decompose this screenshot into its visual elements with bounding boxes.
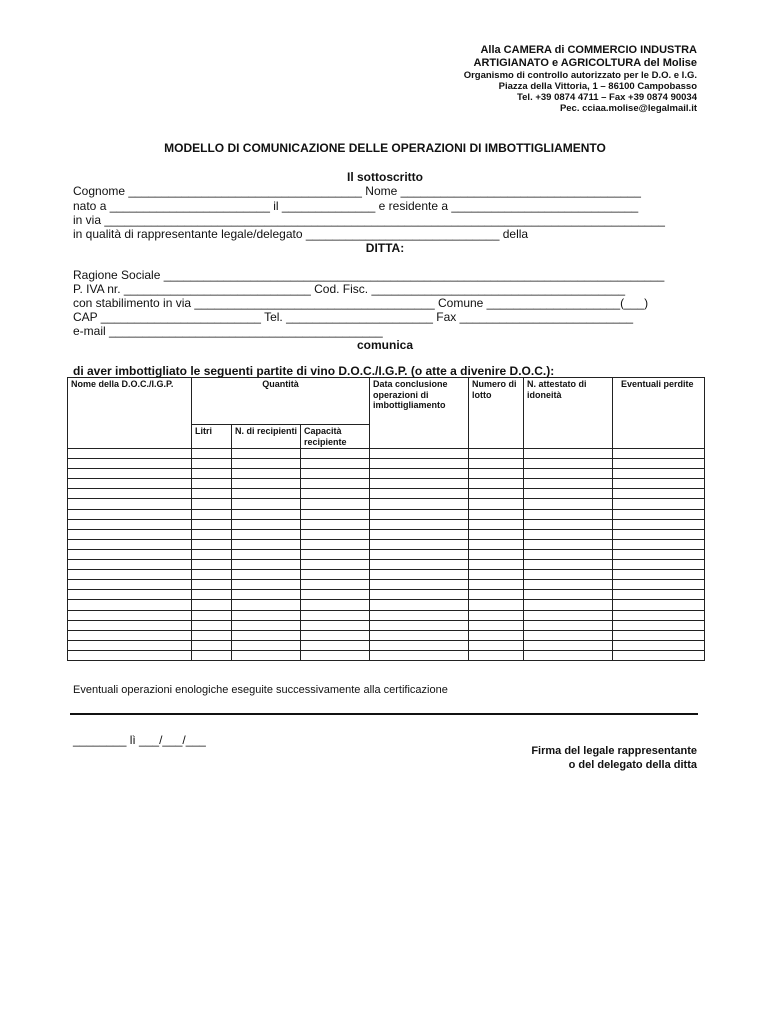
table-cell[interactable] — [370, 560, 469, 570]
operazioni-note: Eventuali operazioni enologiche eseguite successivamente alla certificazione — [73, 684, 448, 696]
table-cell[interactable] — [370, 469, 469, 479]
table-cell[interactable] — [68, 539, 192, 549]
table-cell[interactable] — [192, 600, 232, 610]
table-cell[interactable] — [68, 580, 192, 590]
table-cell[interactable] — [192, 570, 232, 580]
table-cell[interactable] — [192, 640, 232, 650]
table-cell[interactable] — [613, 529, 705, 539]
table-cell[interactable] — [192, 449, 232, 459]
table-cell[interactable] — [370, 630, 469, 640]
table-cell[interactable] — [68, 560, 192, 570]
table-cell[interactable] — [613, 449, 705, 459]
table-cell[interactable] — [613, 600, 705, 610]
table-cell[interactable] — [301, 489, 370, 499]
table-cell[interactable] — [192, 590, 232, 600]
table-cell[interactable] — [301, 620, 370, 630]
table-cell[interactable] — [370, 489, 469, 499]
table-cell[interactable] — [613, 620, 705, 630]
table-cell[interactable] — [192, 489, 232, 499]
table-cell[interactable] — [524, 549, 613, 559]
table-cell[interactable] — [192, 539, 232, 549]
table-cell[interactable] — [524, 519, 613, 529]
table-cell[interactable] — [232, 499, 301, 509]
dichiarazione-text: di aver imbottigliato le seguenti partite di vino D.O.C./I.G.P. (o atte a divenire D.O.C.): — [73, 364, 555, 378]
table-cell[interactable] — [370, 499, 469, 509]
table-cell[interactable] — [232, 570, 301, 580]
table-row[interactable] — [68, 570, 705, 580]
table-row[interactable] — [68, 650, 705, 660]
table-cell[interactable] — [301, 600, 370, 610]
table-row[interactable] — [68, 610, 705, 620]
table-cell[interactable] — [68, 499, 192, 509]
table-cell[interactable] — [524, 489, 613, 499]
table-cell[interactable] — [232, 469, 301, 479]
table-cell[interactable] — [370, 570, 469, 580]
table-cell[interactable] — [469, 529, 524, 539]
table-cell[interactable] — [301, 549, 370, 559]
table-cell[interactable] — [613, 630, 705, 640]
table-cell[interactable] — [232, 630, 301, 640]
table-cell[interactable] — [524, 650, 613, 660]
table-cell[interactable] — [524, 570, 613, 580]
header-data-conclusione: Data conclusione operazioni di imbottigliamento — [370, 378, 469, 449]
table-cell[interactable] — [469, 519, 524, 529]
table-cell[interactable] — [68, 509, 192, 519]
header-quantita: Quantità — [192, 378, 370, 425]
table-cell[interactable] — [524, 580, 613, 590]
separator-rule — [70, 713, 698, 715]
header-attestato: N. attestato di idoneità — [524, 378, 613, 449]
table-cell[interactable] — [232, 600, 301, 610]
table-cell[interactable] — [524, 459, 613, 469]
table-cell[interactable] — [469, 590, 524, 600]
table-cell[interactable] — [469, 620, 524, 630]
table-cell[interactable] — [301, 499, 370, 509]
table-cell[interactable] — [192, 529, 232, 539]
nascita-residenza-field[interactable]: nato a ________________________ il ______________ e residente a ____________________________ — [73, 199, 639, 213]
table-cell[interactable] — [68, 640, 192, 650]
table-cell[interactable] — [613, 640, 705, 650]
table-cell[interactable] — [613, 650, 705, 660]
firma-label-1: Firma del legale rappresentante — [531, 745, 697, 757]
table-cell[interactable] — [232, 479, 301, 489]
table-cell[interactable] — [301, 469, 370, 479]
table-cell[interactable] — [469, 479, 524, 489]
table-cell[interactable] — [68, 489, 192, 499]
table-row[interactable] — [68, 509, 705, 519]
table-cell[interactable] — [469, 650, 524, 660]
table-cell[interactable] — [301, 529, 370, 539]
table-cell[interactable] — [469, 549, 524, 559]
table-cell[interactable] — [613, 580, 705, 590]
table-cell[interactable] — [68, 449, 192, 459]
table-cell[interactable] — [68, 600, 192, 610]
table-cell[interactable] — [232, 519, 301, 529]
table-cell[interactable] — [469, 459, 524, 469]
table-cell[interactable] — [232, 449, 301, 459]
table-cell[interactable] — [68, 650, 192, 660]
table-cell[interactable] — [370, 529, 469, 539]
table-cell[interactable] — [68, 549, 192, 559]
table-cell[interactable] — [232, 620, 301, 630]
table-cell[interactable] — [613, 499, 705, 509]
table-cell[interactable] — [469, 469, 524, 479]
table-cell[interactable] — [232, 650, 301, 660]
header-nome-doc: Nome della D.O.C./I.G.P. — [68, 378, 192, 449]
table-cell[interactable] — [301, 560, 370, 570]
table-cell[interactable] — [301, 519, 370, 529]
table-cell[interactable] — [613, 489, 705, 499]
table-cell[interactable] — [192, 479, 232, 489]
table-cell[interactable] — [301, 509, 370, 519]
table-cell[interactable] — [613, 539, 705, 549]
ditta-heading: DITTA: — [365, 241, 405, 255]
table-row[interactable] — [68, 529, 705, 539]
table-cell[interactable] — [613, 519, 705, 529]
table-cell[interactable] — [613, 610, 705, 620]
stabilimento-comune-field[interactable]: con stabilimento in via ____________________________________ Comune ____________________(___) — [73, 296, 649, 310]
recipient-phone-fax: Tel. +39 0874 4711 – Fax +39 0874 90034 — [517, 92, 697, 103]
table-row[interactable] — [68, 479, 705, 489]
ragione-sociale-field[interactable]: Ragione Sociale ___________________________________________________________________________ — [73, 268, 665, 282]
table-cell[interactable] — [613, 479, 705, 489]
table-row[interactable] — [68, 489, 705, 499]
table-row[interactable] — [68, 459, 705, 469]
table-row[interactable] — [68, 499, 705, 509]
table-cell[interactable] — [469, 630, 524, 640]
firma-label-2: o del delegato della ditta — [568, 759, 697, 771]
table-cell[interactable] — [232, 459, 301, 469]
table-cell[interactable] — [524, 499, 613, 509]
table-cell[interactable] — [370, 610, 469, 620]
cap-tel-fax-field[interactable]: CAP ________________________ Tel. ______________________ Fax __________________________ — [73, 310, 634, 324]
table-cell[interactable] — [232, 529, 301, 539]
table-cell[interactable] — [469, 600, 524, 610]
table-row[interactable] — [68, 449, 705, 459]
table-cell[interactable] — [301, 630, 370, 640]
table-cell[interactable] — [370, 590, 469, 600]
table-cell[interactable] — [192, 509, 232, 519]
table-cell[interactable] — [524, 560, 613, 570]
via-field[interactable]: in via ____________________________________________________________________________________ — [73, 213, 665, 227]
table-cell[interactable] — [301, 539, 370, 549]
table-row[interactable] — [68, 519, 705, 529]
table-cell[interactable] — [370, 640, 469, 650]
sottoscritto-heading: Il sottoscritto — [346, 170, 423, 184]
table-cell[interactable] — [524, 479, 613, 489]
table-cell[interactable] — [232, 539, 301, 549]
header-numero-lotto: Numero di lotto — [469, 378, 524, 449]
table-cell[interactable] — [192, 469, 232, 479]
imbottigliamento-table — [67, 377, 705, 661]
table-cell[interactable] — [370, 600, 469, 610]
table-cell[interactable] — [524, 600, 613, 610]
table-cell[interactable] — [524, 630, 613, 640]
table-cell[interactable] — [370, 509, 469, 519]
table-cell[interactable] — [370, 549, 469, 559]
table-cell[interactable] — [524, 539, 613, 549]
table-cell[interactable] — [192, 549, 232, 559]
table-cell[interactable] — [469, 499, 524, 509]
table-cell[interactable] — [524, 590, 613, 600]
table-cell[interactable] — [524, 469, 613, 479]
header-eventuali-perdite: Eventuali perdite — [613, 378, 705, 449]
table-cell[interactable] — [524, 640, 613, 650]
table-cell[interactable] — [68, 469, 192, 479]
table-cell[interactable] — [68, 590, 192, 600]
table-cell[interactable] — [370, 449, 469, 459]
table-cell[interactable] — [301, 479, 370, 489]
table-cell[interactable] — [232, 560, 301, 570]
table-row[interactable] — [68, 560, 705, 570]
table-cell[interactable] — [613, 590, 705, 600]
table-cell[interactable] — [301, 449, 370, 459]
recipient-line-3: Organismo di controllo autorizzato per le D.O. e I.G. — [463, 70, 697, 81]
table-cell[interactable] — [469, 449, 524, 459]
table-cell[interactable] — [192, 630, 232, 640]
subheader-litri: Litri — [192, 425, 232, 449]
table-cell[interactable] — [68, 630, 192, 640]
table-cell[interactable] — [192, 610, 232, 620]
table-row[interactable] — [68, 580, 705, 590]
table-cell[interactable] — [613, 549, 705, 559]
table-cell[interactable] — [370, 650, 469, 660]
table-cell[interactable] — [469, 610, 524, 620]
table-cell[interactable] — [232, 640, 301, 650]
subheader-recipienti: N. di recipienti — [232, 425, 301, 449]
table-cell[interactable] — [524, 620, 613, 630]
table-cell[interactable] — [68, 479, 192, 489]
table-row[interactable] — [68, 630, 705, 640]
table-row[interactable] — [68, 590, 705, 600]
table-cell[interactable] — [301, 590, 370, 600]
table-cell[interactable] — [301, 570, 370, 580]
table-cell[interactable] — [613, 570, 705, 580]
table-cell[interactable] — [232, 489, 301, 499]
email-field[interactable]: e-mail _________________________________________ — [73, 324, 383, 338]
recipient-pec: Pec. cciaa.molise@legalmail.it — [559, 103, 697, 114]
table-cell[interactable] — [68, 529, 192, 539]
table-cell[interactable] — [469, 640, 524, 650]
table-cell[interactable] — [370, 539, 469, 549]
table-cell[interactable] — [301, 459, 370, 469]
table-cell[interactable] — [613, 509, 705, 519]
table-cell[interactable] — [192, 580, 232, 590]
table-cell[interactable] — [370, 459, 469, 469]
table-cell[interactable] — [613, 459, 705, 469]
table-cell[interactable] — [192, 560, 232, 570]
table-cell[interactable] — [469, 580, 524, 590]
luogo-data-field[interactable]: ________ lì ___/___/___ — [73, 733, 206, 747]
table-cell[interactable] — [68, 570, 192, 580]
table-cell[interactable] — [301, 580, 370, 590]
table-cell[interactable] — [370, 580, 469, 590]
table-cell[interactable] — [613, 560, 705, 570]
recipient-line-1: Alla CAMERA di COMMERCIO INDUSTRA — [480, 44, 697, 56]
table-row[interactable] — [68, 539, 705, 549]
table-cell[interactable] — [524, 529, 613, 539]
table-cell[interactable] — [68, 519, 192, 529]
table-row[interactable] — [68, 600, 705, 610]
table-row[interactable] — [68, 469, 705, 479]
table-cell[interactable] — [370, 519, 469, 529]
table-cell[interactable] — [469, 539, 524, 549]
subheader-capacita: Capacità recipiente — [301, 425, 370, 449]
table-cell[interactable] — [469, 560, 524, 570]
table-cell[interactable] — [192, 519, 232, 529]
table-cell[interactable] — [232, 590, 301, 600]
table-row[interactable] — [68, 620, 705, 630]
table-cell[interactable] — [68, 459, 192, 469]
table-cell[interactable] — [232, 580, 301, 590]
recipient-line-2: ARTIGIANATO e AGRICOLTURA del Molise — [473, 57, 697, 69]
comunica-heading: comunica — [356, 338, 413, 352]
table-cell[interactable] — [192, 650, 232, 660]
table-cell[interactable] — [192, 459, 232, 469]
table-cell[interactable] — [370, 620, 469, 630]
table-cell[interactable] — [301, 640, 370, 650]
table-cell[interactable] — [469, 509, 524, 519]
recipient-address: Piazza della Vittoria, 1 – 86100 Campobasso — [498, 81, 697, 92]
table-cell[interactable] — [524, 509, 613, 519]
table-cell[interactable] — [613, 469, 705, 479]
table-cell[interactable] — [232, 549, 301, 559]
table-cell[interactable] — [68, 620, 192, 630]
table-cell[interactable] — [68, 610, 192, 620]
table-cell[interactable] — [232, 509, 301, 519]
piva-codfisc-field[interactable]: P. IVA nr. ____________________________ Cod. Fisc. ______________________________________ — [73, 282, 626, 296]
table-cell[interactable] — [370, 479, 469, 489]
table-cell[interactable] — [469, 489, 524, 499]
qualita-field[interactable]: in qualità di rappresentante legale/delegato _____________________________ della — [73, 227, 529, 241]
table-row[interactable] — [68, 549, 705, 559]
table-cell[interactable] — [301, 650, 370, 660]
table-cell[interactable] — [524, 449, 613, 459]
table-cell[interactable] — [192, 620, 232, 630]
table-cell[interactable] — [301, 610, 370, 620]
table-cell[interactable] — [469, 570, 524, 580]
table-cell[interactable] — [524, 610, 613, 620]
cognome-nome-field[interactable]: Cognome ___________________________________ Nome ____________________________________ — [73, 184, 641, 198]
table-cell[interactable] — [192, 499, 232, 509]
table-row[interactable] — [68, 640, 705, 650]
document-title: MODELLO DI COMUNICAZIONE DELLE OPERAZIONI DI IMBOTTIGLIAMENTO — [164, 141, 606, 155]
table-cell[interactable] — [232, 610, 301, 620]
